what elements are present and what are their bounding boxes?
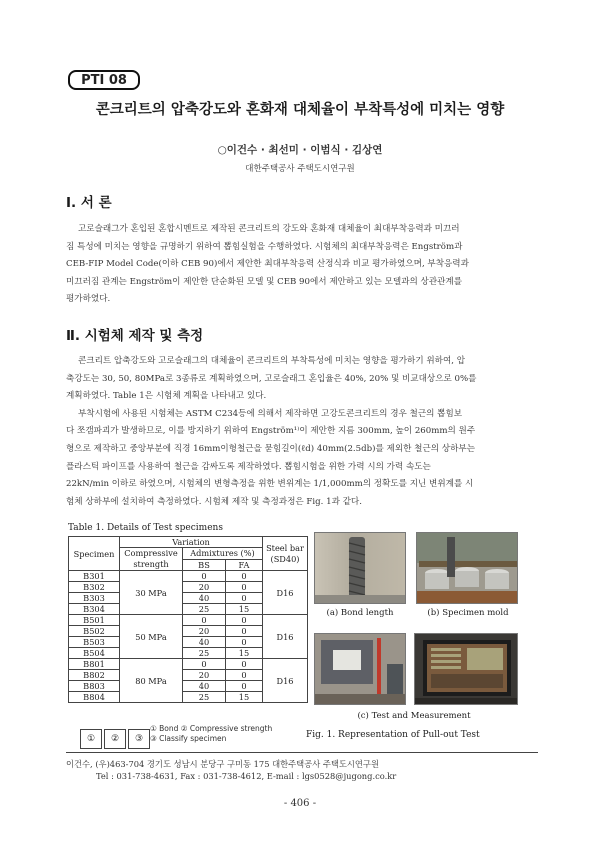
method-line: 형으로 제작하고 중앙부분에 직경 16mm이형철근을 묻힘길이(ℓd) 40mm(2.5db)를 제외한 철근의 상하부는 [66,443,476,454]
cell-bs: 20 [183,626,226,637]
cell-fa: 0 [226,626,263,637]
table-row [69,659,308,670]
cell-fa: 0 [226,571,263,582]
table-caption: Table 1. Details of Test specimens [68,523,223,533]
cell-fa: 0 [226,659,263,670]
cell-fa: 0 [226,670,263,681]
figure-caption-b: (b) Specimen mold [427,608,509,618]
table-row [69,571,308,582]
figure-caption: Fig. 1. Representation of Pull-out Test [306,730,480,740]
method-line: 콘크리트 압축강도와 고로슬래그의 대체율이 콘크리트의 부착특성에 미치는 영향을 평가하기 위하여, 압 [78,356,466,366]
cell-fa: 15 [226,692,263,703]
cell-specimen: B802 [69,670,120,681]
cell-bs: 40 [183,637,226,648]
method-line: 다 쪼갬파괴가 발생하므로, 이를 방지하기 위하여 Engström¹⁾이 제안한 지름 300mm, 높이 260mm의 원주 [66,426,476,437]
legend-line: ③ Classify specimen [150,734,227,743]
cell-specimen: B304 [69,604,120,615]
cell-fa: 0 [226,615,263,626]
method-line: 험체 상하부에 설치하여 측정하였다. 시험체 제작 및 측정과정은 Fig. 1과 같다. [66,496,362,507]
figure-caption-a: (a) Bond length [326,608,394,618]
col-steel-bar: Steel bar (SD40) [263,537,308,571]
cell-bs: 25 [183,604,226,615]
intro-line: 고로슬래그가 혼입된 혼합시멘트로 제작된 콘크리트의 강도와 혼화재 대체율이 최대부착응력과 미끄러 [78,224,460,234]
intro-line: CEB-FIP Model Code(이하 CEB 90)에서 제안한 최대부착응력 산정식과 비교 평가하였으며, 부착응력과 [66,259,469,270]
col-compressive: Compressive strength [120,548,183,571]
col-admixtures: Admixtures (%) [183,548,263,560]
intro-paragraph [66,221,538,309]
cell-specimen: B303 [69,593,120,604]
cell-bs: 20 [183,582,226,593]
cell-bs: 25 [183,692,226,703]
method-heading: Ⅱ. 시험체 제작 및 측정 [66,328,204,344]
col-bs: BS [183,559,226,571]
cell-bs: 20 [183,670,226,681]
cell-bs: 0 [183,615,226,626]
cell-fa: 0 [226,582,263,593]
cell-fa: 15 [226,648,263,659]
bond-length-illustration [315,533,406,604]
cell-bs: 40 [183,681,226,692]
method-line: 부착시험에 사용된 시험체는 ASTM C234등에 의해서 제작하면 고강도콘크리트의 경우 철근의 뽑힘보 [78,408,463,419]
cell-specimen: B504 [69,648,120,659]
cell-fa: 15 [226,604,263,615]
legend-line: ① Bond ② Compressive strength [150,724,273,733]
cell-bar: D16 [263,615,308,659]
cell-specimen: B501 [69,615,120,626]
affiliation: 대한주택공사 주택도시연구원 [245,164,355,174]
specimen-table [68,536,308,703]
measurement-screen-illustration [415,634,518,705]
method-line: 22kN/min 이하로 하였으며, 시험체의 변형측정을 위한 변위계는 1/1,000mm의 정확도를 지닌 변위계를 시 [66,479,474,490]
cell-specimen: B803 [69,681,120,692]
cell-specimen: B801 [69,659,120,670]
legend-box-3: ③ [128,729,150,749]
table-row [69,615,308,626]
cell-specimen: B503 [69,637,120,648]
cell-bs: 25 [183,648,226,659]
legend-text [150,724,272,744]
legend-box-1: ① [80,729,102,749]
footnote-address: 이건수, (우)463-704 경기도 성남시 분당구 구미동 175 대한주택공사 주택도시연구원 [66,759,379,769]
photo-measurement-screen [414,633,518,705]
photo-bond-length [314,532,406,604]
cell-specimen: B804 [69,692,120,703]
intro-line: 평가하였다. [66,294,111,305]
cell-strength: 50 MPa [120,615,183,659]
col-specimen: Specimen [69,537,120,571]
cell-bar: D16 [263,659,308,703]
intro-heading: Ⅰ. 서 론 [66,195,112,211]
col-fa: FA [226,559,263,571]
cell-fa: 0 [226,637,263,648]
method-paragraph [66,353,538,511]
cell-bar: D16 [263,571,308,615]
cell-strength: 30 MPa [120,571,183,615]
cell-specimen: B302 [69,582,120,593]
legend-box-2: ② [104,729,126,749]
cell-fa: 0 [226,593,263,604]
page-number: - 406 - [283,798,317,809]
method-line: 축강도는 30, 50, 80MPa로 3종류로 계획하였으며, 고로슬래그 혼입율은 40%, 20% 및 비교대상으로 0%를 [66,373,477,384]
cell-bs: 40 [183,593,226,604]
cell-strength: 80 MPa [120,659,183,703]
photo-specimen-mold [416,532,518,604]
session-badge: PTI 08 [68,70,140,90]
test-rig-illustration [315,634,406,705]
col-variation: Variation [120,537,263,548]
figure-caption-c: (c) Test and Measurement [357,711,471,721]
method-line: 플라스틱 파이프를 사용하여 철근을 감싸도록 제작하였다. 뽑힘시험을 위한 가력 시의 가력 속도는 [66,461,431,472]
photo-test-rig [314,633,406,705]
cell-bs: 0 [183,571,226,582]
cell-specimen: B502 [69,626,120,637]
specimen-mold-illustration [417,533,518,604]
cell-fa: 0 [226,681,263,692]
paper-title: 콘크리트의 압축강도와 혼화재 대체율이 부착특성에 미치는 영향 [95,102,505,118]
intro-line: 미끄러짐 관계는 Engström이 제안한 단순화된 모델 및 CEB 90에서 제안하고 있는 모델과의 상관관계를 [66,276,463,287]
cell-specimen: B301 [69,571,120,582]
intro-line: 짐 특성에 미치는 영향을 규명하기 위하여 뽑힘실험을 수행하였다. 시험체의 최대부착응력은 Engström과 [66,241,463,252]
method-line: 계획하였다. Table 1은 시험체 계획을 나타내고 있다. [66,391,267,402]
footnote-contact: Tel : 031-738-4631, Fax : 031-738-4612, E-mail : lgs0528@jugong.co.kr [96,771,397,781]
footnote-rule [66,752,538,753]
author-list: ○이건수 · 최선미 · 이범식 · 김상연 [217,144,383,156]
cell-bs: 0 [183,659,226,670]
